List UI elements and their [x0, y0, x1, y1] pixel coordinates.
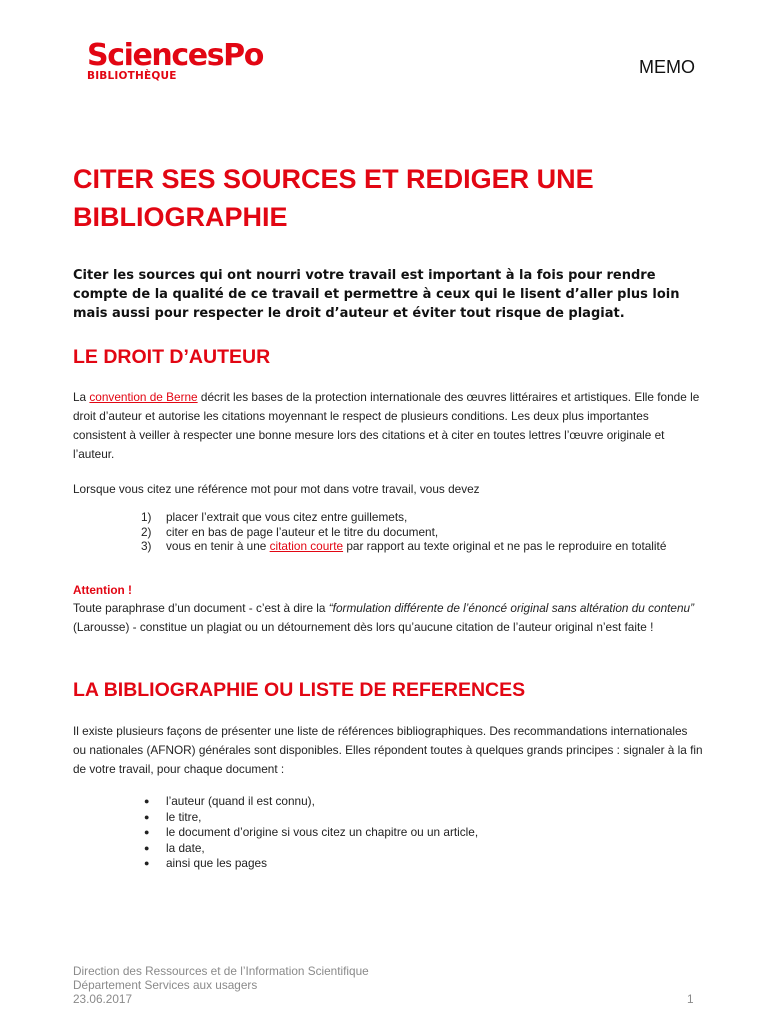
list-number: 3)	[141, 539, 152, 553]
paragraph-bibliographie: Il existe plusieurs façons de présenter une liste de références bibliographiques. Des recommandations internationales ou nationales (AFNOR) générales sont disponibles. Elles répondent toutes à quelques grands principes : signaler à la fin de votre travail, pour chaque document :	[73, 724, 703, 776]
text-fragment: La	[73, 390, 90, 404]
list-item	[141, 825, 478, 841]
list-item-text: placer l’extrait que vous citez entre guillemets,	[166, 510, 408, 524]
list-item	[141, 510, 681, 525]
list-item	[141, 841, 478, 857]
bullet-icon: ●	[144, 811, 150, 822]
paragraph-berne	[73, 388, 703, 464]
text-fragment: par rapport au texte original et ne pas le reproduire en totalité	[343, 539, 667, 553]
list-item-text	[166, 539, 666, 553]
logo-sub-text: BIBLIOTHÈQUE	[87, 70, 177, 82]
text-fragment: décrit les bases de la protection internationale des œuvres littéraires et artistiques. Elle fonde le droit d’auteur et autorise les citations moyennant le respect de plusieurs conditions. Les deux plus importantes consistent à veiller à respecter une bonne mesure lors des citations et à citer en toutes lettres l’œuvre originale et l’auteur.	[73, 390, 700, 461]
list-item-text: citer en bas de page l’auteur et le titre du document,	[166, 524, 439, 539]
paragraph-paraphrase	[73, 599, 703, 637]
list-item	[141, 794, 478, 810]
bullet-icon: ●	[144, 827, 150, 837]
page-number: 1	[687, 992, 694, 1006]
text-fragment: Toute paraphrase d’un document - c’est à dire la	[73, 601, 329, 615]
bullet-icon: ●	[144, 842, 150, 853]
logo-main-text: SciencesPo	[87, 38, 263, 73]
bullet-list	[141, 794, 478, 872]
logo	[87, 40, 263, 82]
list-item	[141, 539, 681, 554]
list-item-text: l’auteur (quand il est connu),	[166, 794, 315, 808]
link-convention-de-berne[interactable]: convention de Berne	[89, 390, 198, 404]
bullet-icon: ●	[144, 796, 150, 806]
list-number: 2)	[141, 524, 152, 539]
list-item	[141, 525, 681, 540]
list-item-text: la date,	[166, 840, 205, 855]
list-item	[141, 810, 478, 826]
quote-larousse: “formulation différente de l’énoncé original sans altération du contenu”	[328, 601, 695, 615]
page-title: CITER SES SOURCES ET REDIGER UNE BIBLIOGRAPHIE	[73, 164, 594, 232]
paragraph-citation-intro: Lorsque vous citez une référence mot pour mot dans votre travail, vous devez	[73, 482, 480, 496]
footer-date: 23.06.2017	[73, 992, 133, 1006]
list-item-text: le titre,	[166, 809, 202, 824]
bullet-icon: ●	[144, 858, 150, 868]
memo-label: MEMO	[639, 57, 695, 77]
list-item-text: ainsi que les pages	[166, 856, 267, 870]
link-citation-courte[interactable]: citation courte	[269, 539, 344, 553]
numbered-list	[141, 510, 681, 554]
footer-department: Département Services aux usagers	[73, 978, 258, 992]
list-item-text: le document d’origine si vous citez un chapitre ou un article,	[166, 825, 479, 839]
footer	[73, 964, 369, 1006]
text-fragment: (Larousse) - constitue un plagiat ou un détournement dès lors qu’aucune citation de l’auteur original n’est faite !	[73, 620, 654, 634]
text-fragment: vous en tenir à une	[166, 539, 270, 553]
list-item	[141, 856, 478, 872]
attention-label: Attention !	[73, 583, 132, 597]
footer-direction: Direction des Ressources et de l’Information Scientifique	[73, 964, 369, 978]
section-heading-droit-auteur: LE DROIT D’AUTEUR	[73, 346, 271, 368]
section-heading-bibliographie: LA BIBLIOGRAPHIE OU LISTE DE REFERENCES	[73, 679, 526, 701]
intro-paragraph: Citer les sources qui ont nourri votre travail est important à la fois pour rendre compte de la qualité de ce travail et permettre à ceux qui le lisent d’aller plus loin mais aussi pour respecter le droit d’auteur et éviter tout risque de plagiat.	[73, 268, 680, 321]
list-number: 1)	[141, 510, 152, 524]
